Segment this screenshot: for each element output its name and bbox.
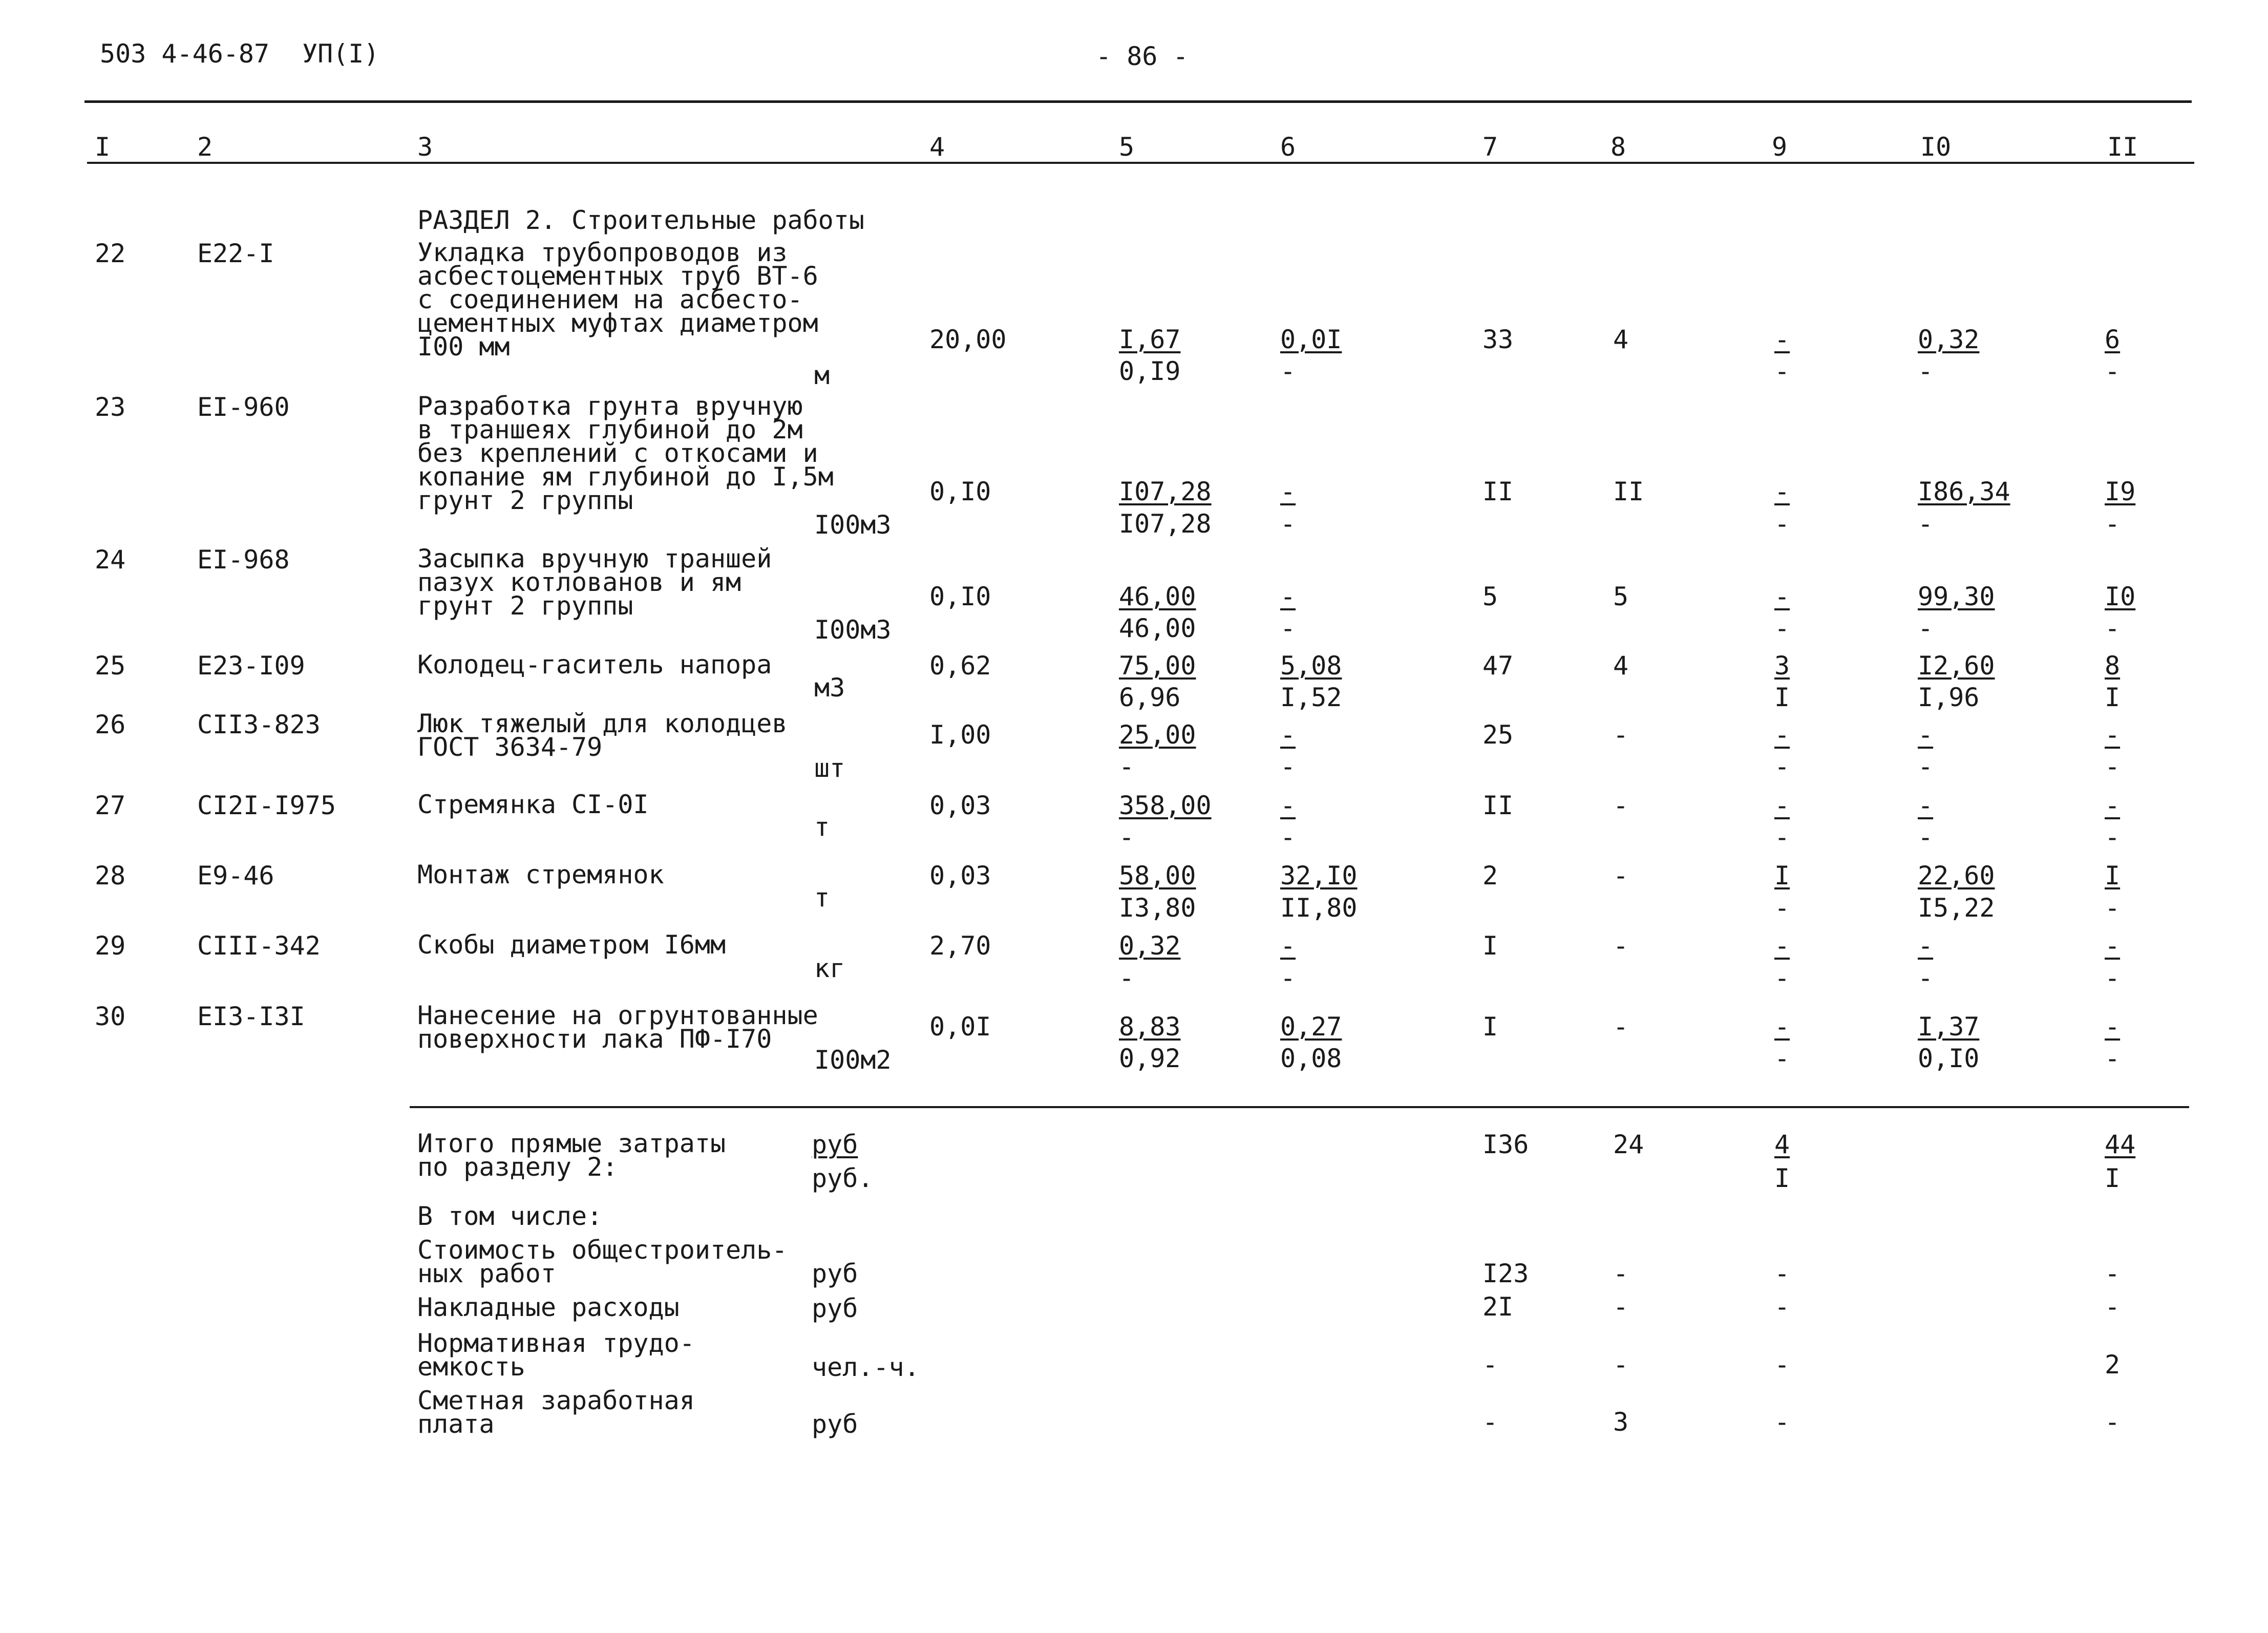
row-col8: - (1613, 720, 1629, 750)
breakdown-unit: руб (812, 1259, 858, 1288)
row-number: 25 (95, 651, 126, 681)
row-col5-bottom: I07,28 (1119, 509, 1212, 539)
row-col5-top: 25,00 (1119, 720, 1196, 750)
row-col10-top: I86,34 (1918, 477, 2010, 506)
row-col9-top: - (1774, 791, 1790, 820)
row-col10-bottom: - (1918, 356, 1934, 386)
row-col10-bottom: I5,22 (1918, 893, 1995, 923)
row-col11-bottom: - (2105, 613, 2121, 643)
breakdown-label: Стоимость общестроитель- ных работ (417, 1235, 788, 1288)
row-quantity: 20,00 (929, 325, 1007, 354)
row-description: Монтаж стремянок (417, 860, 664, 889)
row-col8: II (1613, 477, 1644, 506)
breakdown-unit: чел.-ч. (812, 1352, 920, 1382)
breakdown-col7: - (1482, 1407, 1498, 1437)
row-col6-bottom: - (1280, 963, 1296, 993)
row-col5-bottom: - (1119, 752, 1135, 781)
breakdown-col11: - (2105, 1259, 2121, 1288)
breakdown-unit: руб (812, 1409, 858, 1439)
row-col6-bottom: - (1280, 822, 1296, 852)
breakdown-col9: - (1774, 1292, 1790, 1322)
row-col7: 25 (1482, 720, 1514, 750)
row-code: Е9-46 (197, 861, 274, 890)
document-code: 503 4-46-87 (100, 39, 270, 69)
row-col8: - (1613, 1012, 1629, 1042)
row-col7: I (1482, 931, 1498, 961)
row-code: СII3-823 (197, 710, 321, 739)
row-col5-top: I,67 (1119, 325, 1181, 354)
row-col5-bottom: I3,80 (1119, 893, 1196, 923)
row-col11-bottom: - (2105, 1044, 2121, 1073)
row-col11-top: - (2105, 791, 2121, 820)
row-col9-top: - (1774, 582, 1790, 611)
totals-label: Итого прямые затраты по разделу 2: (417, 1129, 726, 1182)
row-col7: 2 (1482, 861, 1498, 890)
row-description: Нанесение на огрунтованные поверхности лака ПФ-I70 (417, 1001, 818, 1054)
row-col5-bottom: - (1119, 822, 1135, 852)
row-col9-bottom: - (1774, 752, 1790, 781)
column-number: 3 (417, 132, 433, 162)
album-code: УП(I) (302, 39, 379, 69)
row-col6-top: 32,I0 (1280, 861, 1358, 890)
row-col9-bottom: I (1774, 683, 1790, 712)
row-unit: кг (814, 953, 845, 983)
totals-col11-top: 44 (2105, 1130, 2136, 1159)
row-col10-top: - (1918, 931, 1934, 961)
row-col11-bottom: - (2105, 356, 2121, 386)
row-description: Колодец-гаситель напора (417, 650, 772, 680)
row-description: Разработка грунта вручную в траншеях глубиной до 2м без креплений с откосами и копание ям глубиной до I,5м грунт 2 группы (417, 391, 834, 515)
row-col8: - (1613, 791, 1629, 820)
row-col5-bottom: 6,96 (1119, 683, 1181, 712)
row-col10-bottom: - (1918, 822, 1934, 852)
row-col11-bottom: - (2105, 822, 2121, 852)
row-quantity: 0,03 (929, 861, 991, 890)
row-col5-top: 358,00 (1119, 791, 1212, 820)
breakdown-col11: 2 (2105, 1350, 2121, 1380)
totals-col7: I36 (1482, 1130, 1529, 1159)
column-number: 9 (1772, 132, 1788, 162)
row-col11-bottom: - (2105, 893, 2121, 923)
row-col9-bottom: - (1774, 613, 1790, 643)
row-col11-top: - (2105, 1012, 2121, 1042)
row-col9-top: - (1774, 931, 1790, 961)
row-col11-top: I0 (2105, 582, 2136, 611)
row-col5-bottom: 0,I9 (1119, 356, 1181, 386)
row-unit: т (814, 812, 830, 842)
row-col6-bottom: I,52 (1280, 683, 1342, 712)
row-col5-top: I07,28 (1119, 477, 1212, 506)
breakdown-col9: - (1774, 1350, 1790, 1380)
row-col10-top: - (1918, 720, 1934, 750)
row-col10-bottom: - (1918, 613, 1934, 643)
row-quantity: 0,I0 (929, 582, 991, 611)
totals-unit-bottom: руб. (812, 1163, 874, 1193)
row-col11-top: I (2105, 861, 2121, 890)
breakdown-col8: - (1613, 1350, 1629, 1380)
row-col7: 47 (1482, 651, 1514, 681)
breakdown-col9: - (1774, 1259, 1790, 1288)
row-description: Люк тяжелый для колодцев ГОСТ 3634-79 (417, 709, 788, 762)
totals-col9-bottom: I (1774, 1163, 1790, 1193)
row-col5-bottom: 46,00 (1119, 613, 1196, 643)
row-col10-top: - (1918, 791, 1934, 820)
row-unit: м (814, 360, 830, 390)
row-quantity: 2,70 (929, 931, 991, 961)
row-number: 24 (95, 545, 126, 575)
row-col10-top: 99,30 (1918, 582, 1995, 611)
including-label: В том числе: (417, 1201, 603, 1231)
row-col10-top: I,37 (1918, 1012, 1980, 1042)
row-number: 29 (95, 931, 126, 961)
row-quantity: 0,I0 (929, 477, 991, 506)
row-col11-top: I9 (2105, 477, 2136, 506)
section-title: РАЗДЕЛ 2. Строительные работы (417, 205, 864, 235)
row-number: 27 (95, 791, 126, 820)
row-col7: 33 (1482, 325, 1514, 354)
row-code: ЕI-960 (197, 392, 290, 422)
row-col11-bottom: - (2105, 963, 2121, 993)
row-code: Е22-I (197, 239, 274, 268)
row-col10-top: 22,60 (1918, 861, 1995, 890)
row-col6-top: - (1280, 477, 1296, 506)
row-col7: I (1482, 1012, 1498, 1042)
row-col9-bottom: - (1774, 963, 1790, 993)
row-quantity: 0,03 (929, 791, 991, 820)
row-code: Е23-I09 (197, 651, 305, 681)
row-col11-top: 8 (2105, 651, 2121, 681)
row-col11-bottom: - (2105, 509, 2121, 539)
row-col9-top: I (1774, 861, 1790, 890)
breakdown-col7: - (1482, 1350, 1498, 1380)
row-code: ЕI3-I3I (197, 1002, 305, 1031)
row-unit: I00м3 (814, 615, 892, 645)
row-quantity: I,00 (929, 720, 991, 750)
row-col11-top: 6 (2105, 325, 2121, 354)
row-number: 23 (95, 392, 126, 422)
row-unit: шт (814, 753, 845, 783)
row-col9-top: - (1774, 1012, 1790, 1042)
row-code: ЕI-968 (197, 545, 290, 575)
row-col11-bottom: - (2105, 752, 2121, 781)
totals-col11-bottom: I (2105, 1163, 2121, 1193)
breakdown-col8: - (1613, 1259, 1629, 1288)
row-number: 26 (95, 710, 126, 739)
row-col11-bottom: I (2105, 683, 2121, 712)
row-col10-top: I2,60 (1918, 651, 1995, 681)
row-col9-top: - (1774, 325, 1790, 354)
breakdown-label: Сметная заработная плата (417, 1386, 695, 1439)
row-quantity: 0,0I (929, 1012, 991, 1042)
row-col6-top: - (1280, 582, 1296, 611)
row-col10-bottom: - (1918, 752, 1934, 781)
row-col9-bottom: - (1774, 356, 1790, 386)
breakdown-unit: руб (812, 1293, 858, 1323)
breakdown-col8: - (1613, 1292, 1629, 1322)
row-col6-bottom: 0,08 (1280, 1044, 1342, 1073)
row-unit: т (814, 883, 830, 913)
row-col5-bottom: - (1119, 963, 1135, 993)
row-col11-top: - (2105, 720, 2121, 750)
column-number: 4 (929, 132, 945, 162)
breakdown-col11: - (2105, 1292, 2121, 1322)
row-number: 28 (95, 861, 126, 890)
breakdown-col9: - (1774, 1407, 1790, 1437)
row-col9-top: - (1774, 720, 1790, 750)
row-col10-bottom: - (1918, 963, 1934, 993)
totals-col8: 24 (1613, 1130, 1644, 1159)
row-col8: - (1613, 931, 1629, 961)
row-col9-top: 3 (1774, 651, 1790, 681)
row-col7: II (1482, 477, 1514, 506)
row-col9-bottom: - (1774, 893, 1790, 923)
column-number: 6 (1280, 132, 1296, 162)
row-col9-bottom: - (1774, 822, 1790, 852)
column-number: II (2107, 132, 2138, 162)
row-col10-top: 0,32 (1918, 325, 1980, 354)
row-col8: - (1613, 861, 1629, 890)
row-description: Скобы диаметром I6мм (417, 930, 726, 960)
breakdown-col11: - (2105, 1407, 2121, 1437)
row-col8: 4 (1613, 325, 1629, 354)
column-number: I0 (1920, 132, 1952, 162)
row-unit: м3 (814, 673, 845, 703)
row-col6-top: 0,0I (1280, 325, 1342, 354)
page-number: - 86 - (1096, 41, 1189, 71)
breakdown-col7: I23 (1482, 1259, 1529, 1288)
row-number: 22 (95, 239, 126, 268)
column-number: 8 (1610, 132, 1626, 162)
row-quantity: 0,62 (929, 651, 991, 681)
row-col7: 5 (1482, 582, 1498, 611)
row-col5-top: 0,32 (1119, 931, 1181, 961)
top-rule (84, 100, 2192, 103)
row-col6-top: 5,08 (1280, 651, 1342, 681)
row-col9-bottom: - (1774, 509, 1790, 539)
breakdown-label: Нормативная трудо- емкость (417, 1328, 695, 1382)
row-col5-top: 75,00 (1119, 651, 1196, 681)
row-col9-bottom: - (1774, 1044, 1790, 1073)
row-col5-bottom: 0,92 (1119, 1044, 1181, 1073)
row-col8: 5 (1613, 582, 1629, 611)
row-col6-bottom: - (1280, 509, 1296, 539)
row-col9-top: - (1774, 477, 1790, 506)
row-col6-bottom: II,80 (1280, 893, 1358, 923)
row-col10-bottom: 0,I0 (1918, 1044, 1980, 1073)
row-col6-bottom: - (1280, 356, 1296, 386)
totals-rule (410, 1106, 2189, 1108)
row-description: Укладка трубопроводов из асбестоцементных труб ВТ-6 с соединением на асбесто- цементных муфтах диаметром I00 мм (417, 238, 818, 362)
totals-unit-top: руб (812, 1130, 858, 1159)
row-col10-bottom: - (1918, 509, 1934, 539)
totals-col9-top: 4 (1774, 1130, 1790, 1159)
column-number: 7 (1482, 132, 1498, 162)
row-col5-top: 8,83 (1119, 1012, 1181, 1042)
row-col6-top: - (1280, 791, 1296, 820)
row-col6-top: - (1280, 931, 1296, 961)
row-col10-bottom: I,96 (1918, 683, 1980, 712)
breakdown-col8: 3 (1613, 1407, 1629, 1437)
row-col8: 4 (1613, 651, 1629, 681)
breakdown-label: Накладные расходы (417, 1292, 680, 1322)
row-col6-bottom: - (1280, 613, 1296, 643)
row-col6-top: 0,27 (1280, 1012, 1342, 1042)
row-col5-top: 46,00 (1119, 582, 1196, 611)
row-description: Стремянка СI-0I (417, 790, 649, 819)
column-number: I (95, 132, 111, 162)
row-col11-top: - (2105, 931, 2121, 961)
row-number: 30 (95, 1002, 126, 1031)
row-code: СI2I-I975 (197, 791, 336, 820)
row-col7: II (1482, 791, 1514, 820)
row-col5-top: 58,00 (1119, 861, 1196, 890)
breakdown-col7: 2I (1482, 1292, 1514, 1322)
row-col6-top: - (1280, 720, 1296, 750)
row-code: СIII-342 (197, 931, 321, 961)
column-number: 2 (197, 132, 213, 162)
row-unit: I00м3 (814, 510, 892, 540)
column-number: 5 (1119, 132, 1135, 162)
row-unit: I00м2 (814, 1045, 892, 1075)
row-description: Засыпка вручную траншей пазух котлованов и ям грунт 2 группы (417, 544, 772, 621)
column-header-rule (87, 162, 2194, 164)
row-col6-bottom: - (1280, 752, 1296, 781)
